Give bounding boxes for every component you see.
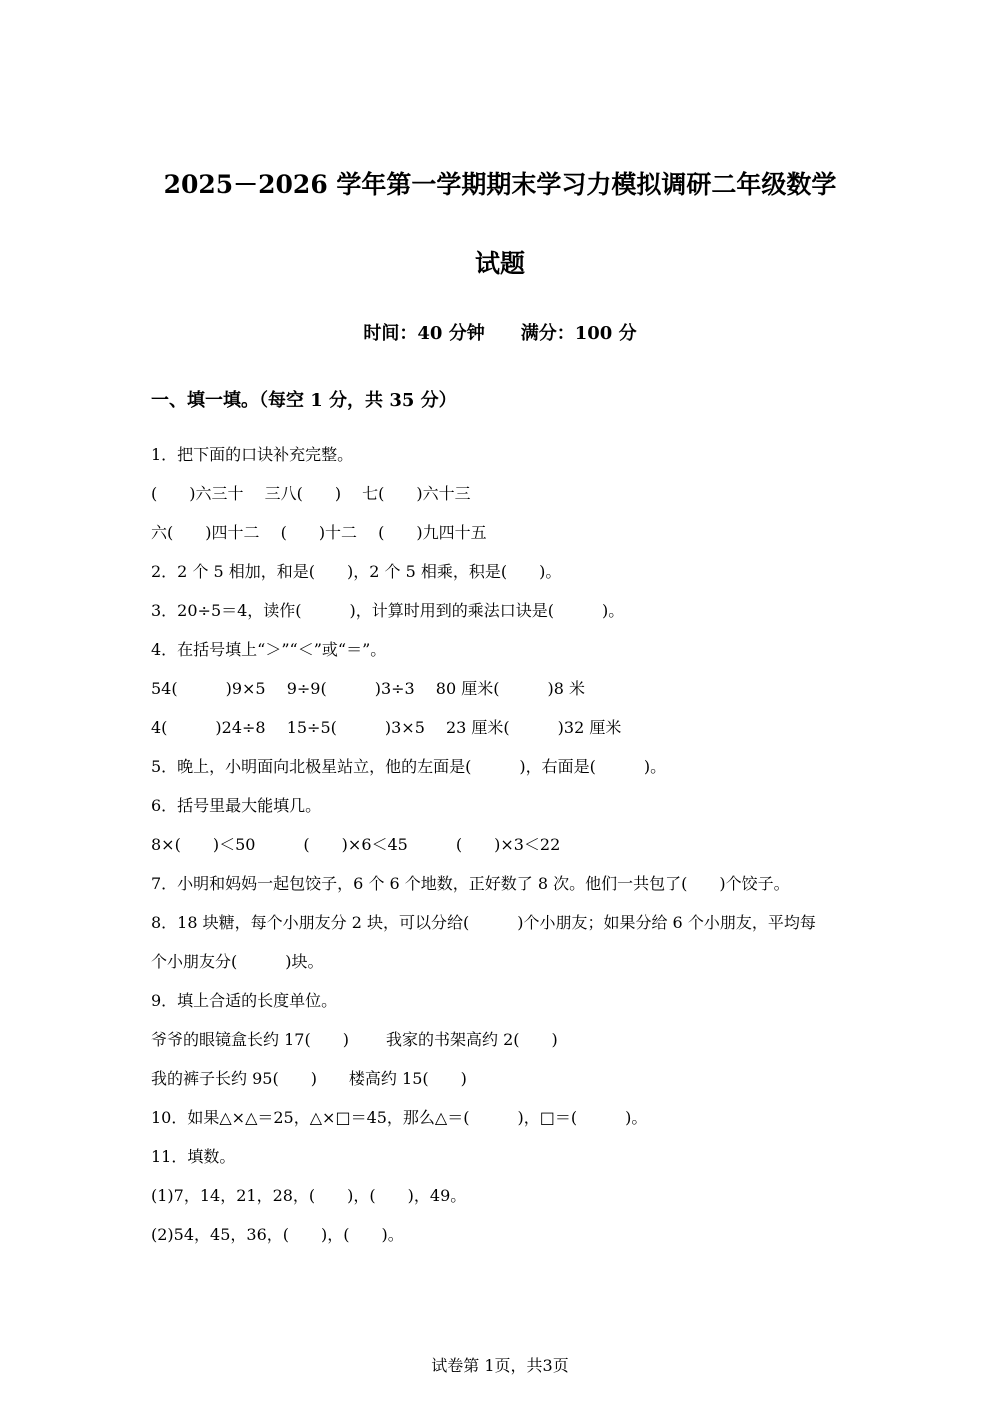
question-line: 6．括号里最大能填几。 (151, 796, 322, 815)
question-line: 10．如果△×△＝25，△×□＝45，那么△＝( )，□＝( )。 (151, 1108, 648, 1127)
exam-title-line2: 试题 (474, 249, 525, 278)
question-line: 3．20÷5＝4，读作( )，计算时用到的乘法口诀是( )。 (151, 601, 625, 620)
time-limit: 时间：40 分钟 (363, 323, 485, 344)
question-line: 2．2 个 5 相加，和是( )，2 个 5 相乘，积是( )。 (151, 562, 562, 581)
exam-title-line1: 2025－2026 学年第一学期期末学习力模拟调研二年级数学 (163, 170, 837, 199)
question-line: 8．18 块糖，每个小朋友分 2 块，可以分给( )个小朋友；如果分给 6 个小朋友，平均每 (151, 913, 816, 932)
question-line: 六( )四十二 ( )十二 ( )九四十五 (151, 523, 487, 542)
question-line: 7．小明和妈妈一起包饺子，6 个 6 个地数，正好数了 8 次。他们一共包了( )个饺子。 (151, 874, 790, 893)
question-line: 4．在括号填上“＞”“＜”或“＝”。 (151, 640, 387, 659)
question-line: (1)7，14，21，28，( )，( )，49。 (151, 1186, 467, 1205)
full-score: 满分：100 分 (520, 323, 637, 344)
question-line: (2)54，45，36，( )，( )。 (151, 1225, 404, 1244)
question-line: 5．晚上，小明面向北极星站立，他的左面是( )，右面是( )。 (151, 757, 667, 776)
question-line: ( )六三十 三八( ) 七( )六十三 (151, 484, 471, 503)
question-line: 8×( )＜50 ( )×6＜45 ( )×3＜22 (151, 835, 561, 854)
question-line: 爷爷的眼镜盒长约 17( ) 我家的书架高约 2( ) (151, 1030, 558, 1049)
question-line: 个小朋友分( )块。 (151, 952, 324, 971)
question-line: 4( )24÷8 15÷5( )3×5 23 厘米( )32 厘米 (151, 718, 622, 737)
question-line: 54( )9×5 9÷9( )3÷3 80 厘米( )8 米 (151, 679, 585, 698)
page-footer: 试卷第 1页，共3页 (431, 1356, 569, 1375)
exam-meta (0, 322, 1000, 346)
question-line: 11．填数。 (151, 1147, 236, 1166)
question-line: 9．填上合适的长度单位。 (151, 991, 338, 1010)
question-line: 1．把下面的口诀补充完整。 (151, 445, 354, 464)
question-list (151, 442, 851, 1261)
question-line: 我的裤子长约 95( ) 楼高约 15( ) (151, 1069, 467, 1088)
section-heading: 一、填一填。（每空 1 分，共 35 分） (151, 390, 457, 411)
